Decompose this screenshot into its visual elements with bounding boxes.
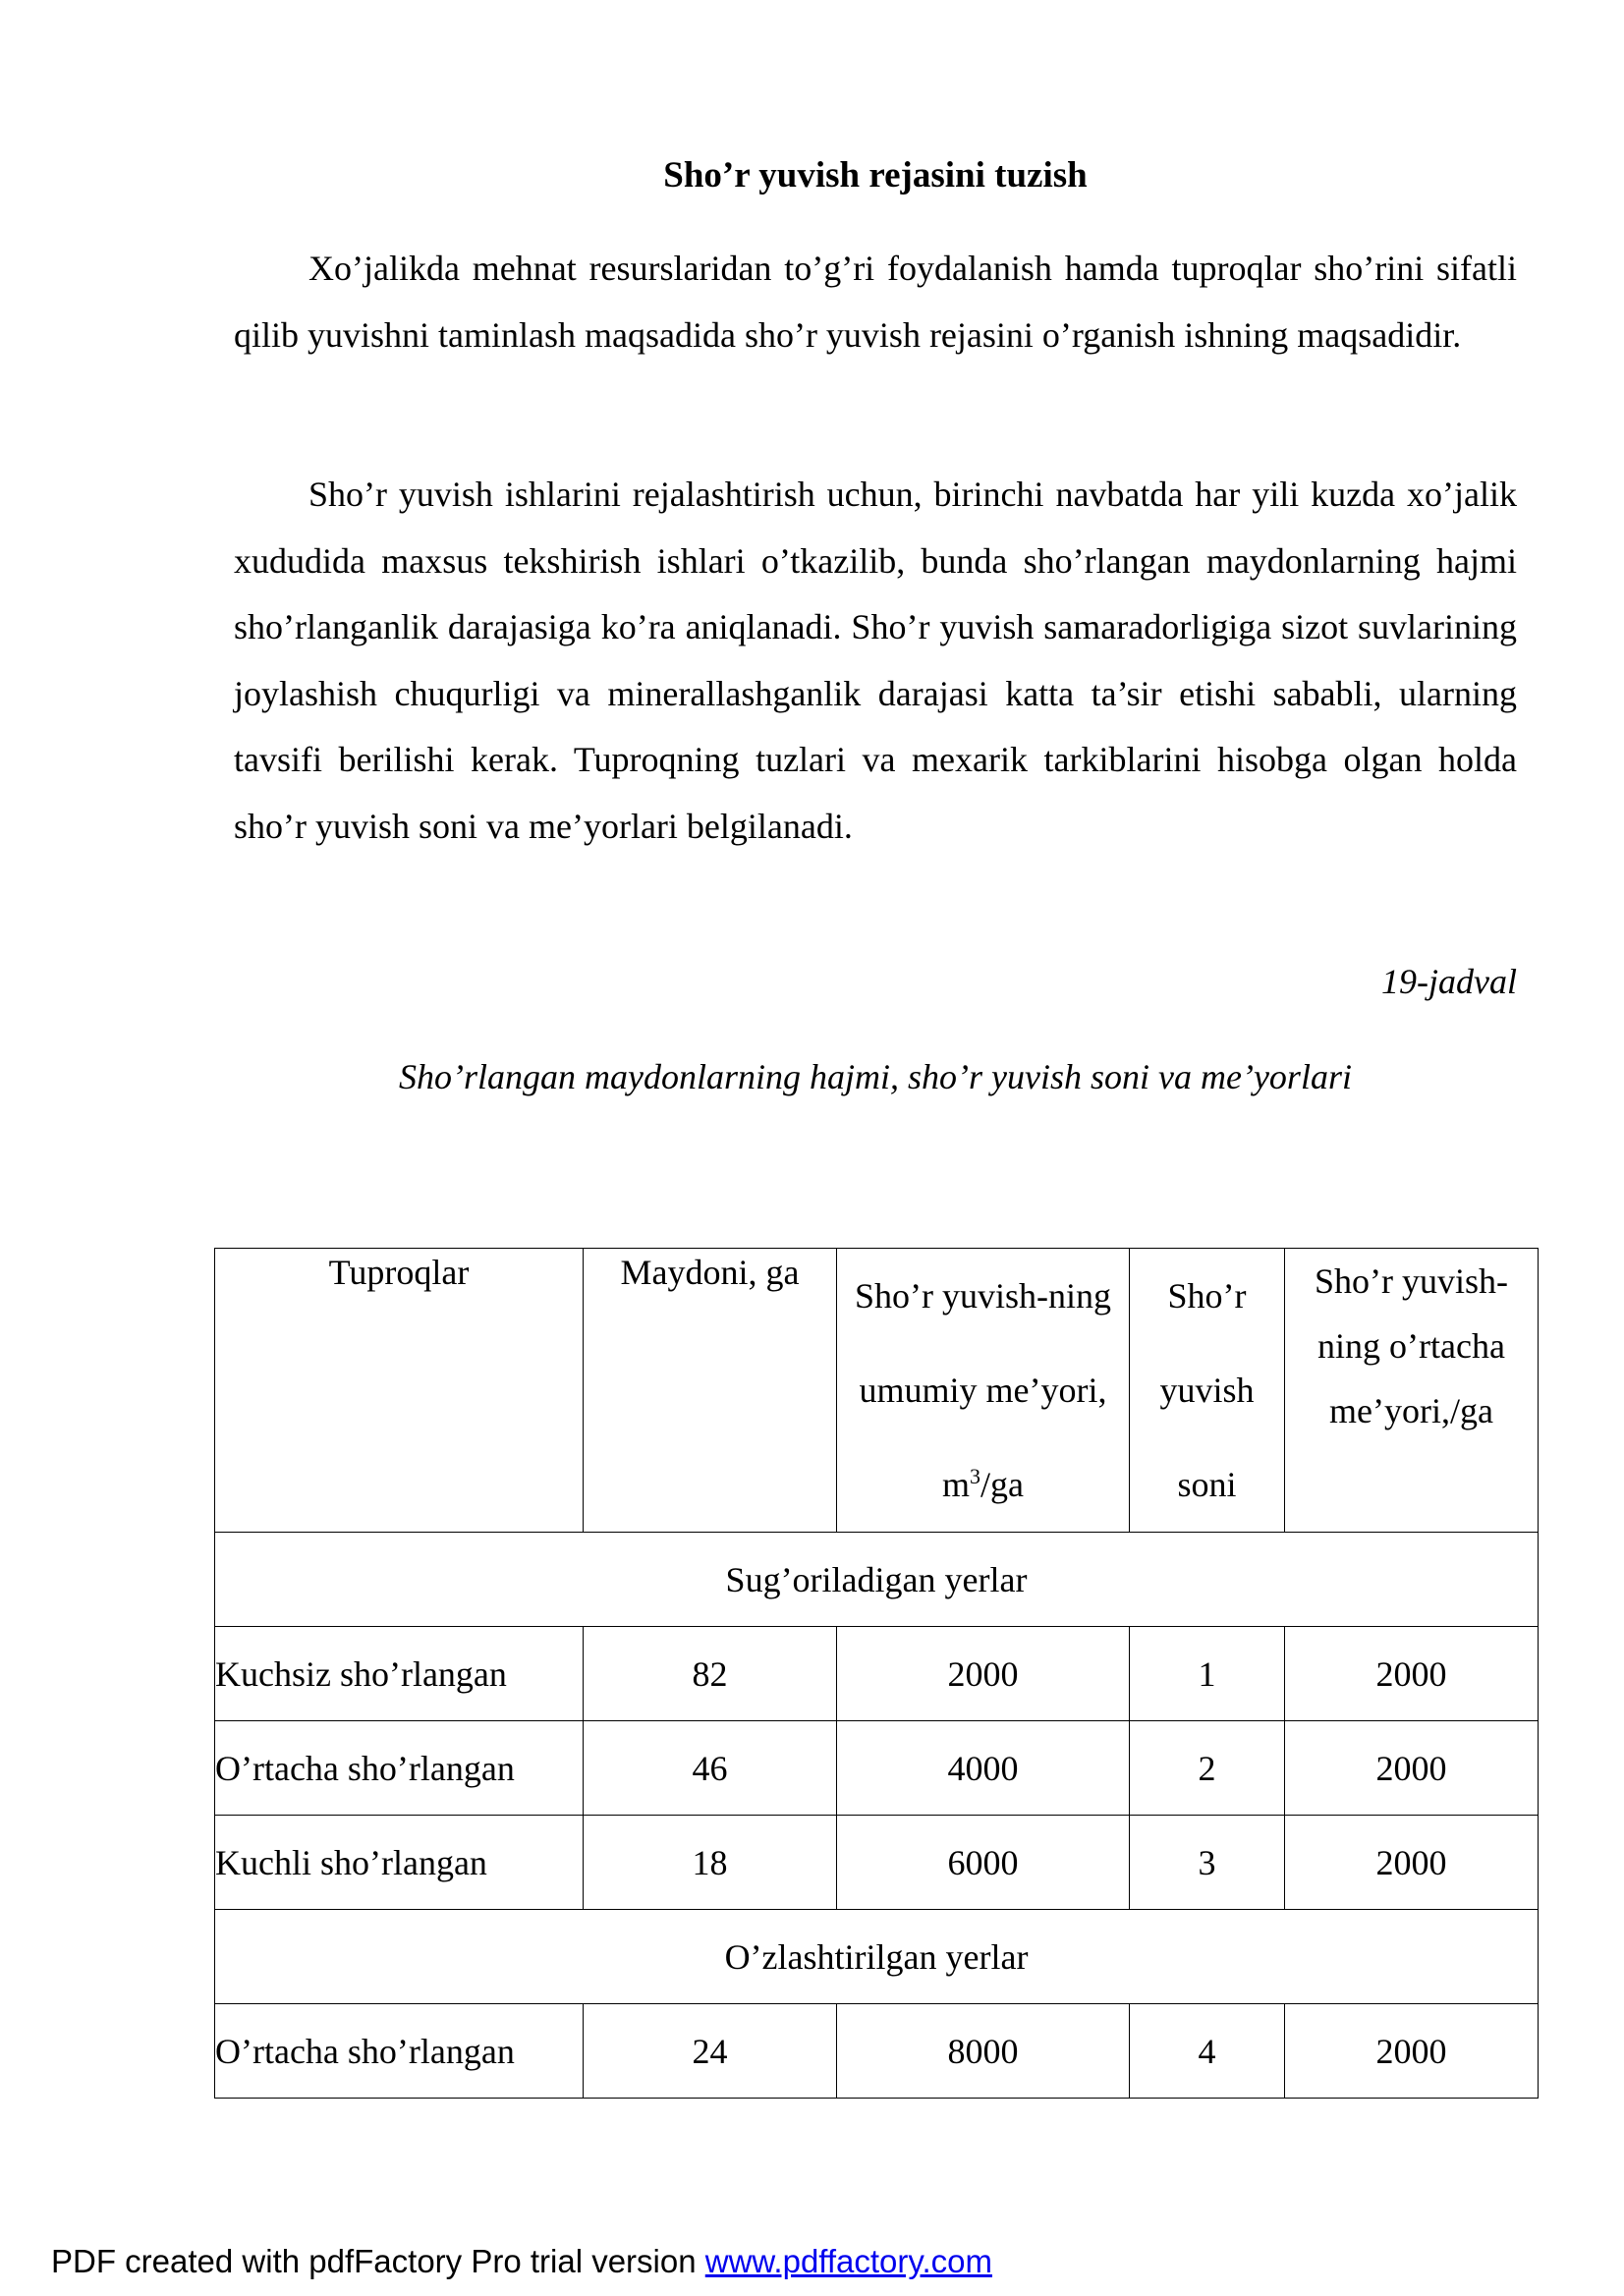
cell-average-norm: 2000 <box>1285 1627 1539 1721</box>
cell-total-norm: 2000 <box>837 1627 1130 1721</box>
group-row <box>215 1533 1539 1627</box>
salinity-table <box>214 1248 1539 2099</box>
document-title: Sho’r yuvish rejasini tuzish <box>663 155 1088 196</box>
group-label-irrigated: Sug’oriladigan yerlar <box>215 1533 1539 1627</box>
cell-soil-name: Kuchli sho’rlangan <box>215 1816 584 1910</box>
header-total-norm: Sho’r yuvish-ning umumiy me’yori, $m^3/ga$ <box>837 1249 1130 1533</box>
cell-soil-name: Kuchsiz sho’rlangan <box>215 1627 584 1721</box>
cell-average-norm: 2000 <box>1285 2004 1539 2099</box>
cell-wash-count: 1 <box>1130 1627 1285 1721</box>
table-caption: Sho’rlangan maydonlarning hajmi, sho’r yuvish soni va me’yorlari <box>399 1057 1352 1096</box>
paragraph-planning: Sho’r yuvish ishlarini rejalashtirish uchun, birinchi navbatda har yili kuzda xo’jalik xududida maxsus tekshirish ishlari o’tkazilib, bunda sho’rlangan maydonlarning hajmi sho’rlanganlik darajasiga ko’ra aniqlanadi. Sho’r yuvish samaradorligiga sizot suvlarining joylashish chuqurligi va minerallashganlik darajasi katta ta’sir etishi sababli, ularning tavsifi berilishi kerak. Tuproqning tuzlari va mexarik tarkiblarini hisobga olgan holda sho’r yuvish soni va me’yorlari belgilanadi. <box>234 475 1517 846</box>
group-row <box>215 1910 1539 2004</box>
table-number: 19-jadval <box>1381 962 1517 1001</box>
cell-average-norm: 2000 <box>1285 1816 1539 1910</box>
group-label-reclaimed: O’zlashtirilgan yerlar <box>215 1910 1539 2004</box>
cell-average-norm: 2000 <box>1285 1721 1539 1816</box>
cell-area: 82 <box>584 1627 837 1721</box>
header-soils: Tuproqlar <box>215 1249 584 1533</box>
cell-area: 46 <box>584 1721 837 1816</box>
cell-area: 18 <box>584 1816 837 1910</box>
table-row <box>215 1721 1539 1816</box>
footer-text: PDF created with pdfFactory Pro trial version <box>51 2243 705 2279</box>
table-row <box>215 2004 1539 2099</box>
cell-wash-count: 4 <box>1130 2004 1285 2099</box>
header-wash-count: Sho’r yuvish soni <box>1130 1249 1285 1533</box>
header-average-norm: Sho’r yuvish-ning o’rtacha me’yori,/ga <box>1285 1249 1539 1533</box>
cell-total-norm: 8000 <box>837 2004 1130 2099</box>
cell-total-norm: 4000 <box>837 1721 1130 1816</box>
footer-link[interactable]: www.pdffactory.com <box>704 2243 992 2279</box>
table-row <box>215 1816 1539 1910</box>
cell-wash-count: 3 <box>1130 1816 1285 1910</box>
cell-area: 24 <box>584 2004 837 2099</box>
cell-soil-name: O’rtacha sho’rlangan <box>215 2004 584 2099</box>
table-header-row <box>215 1249 1539 1533</box>
table-row <box>215 1627 1539 1721</box>
cell-soil-name: O’rtacha sho’rlangan <box>215 1721 584 1816</box>
pdf-footer <box>51 2242 992 2281</box>
paragraph-intro: Xo’jalikda mehnat resurslaridan to’g’ri foydalanish hamda tuproqlar sho’rini sifatli qilib yuvishni taminlash maqsadida sho’r yuvish rejasini o’rganish ishning maqsadidir. <box>234 249 1517 355</box>
cell-total-norm: 6000 <box>837 1816 1130 1910</box>
header-area: Maydoni, ga <box>584 1249 837 1533</box>
cell-wash-count: 2 <box>1130 1721 1285 1816</box>
